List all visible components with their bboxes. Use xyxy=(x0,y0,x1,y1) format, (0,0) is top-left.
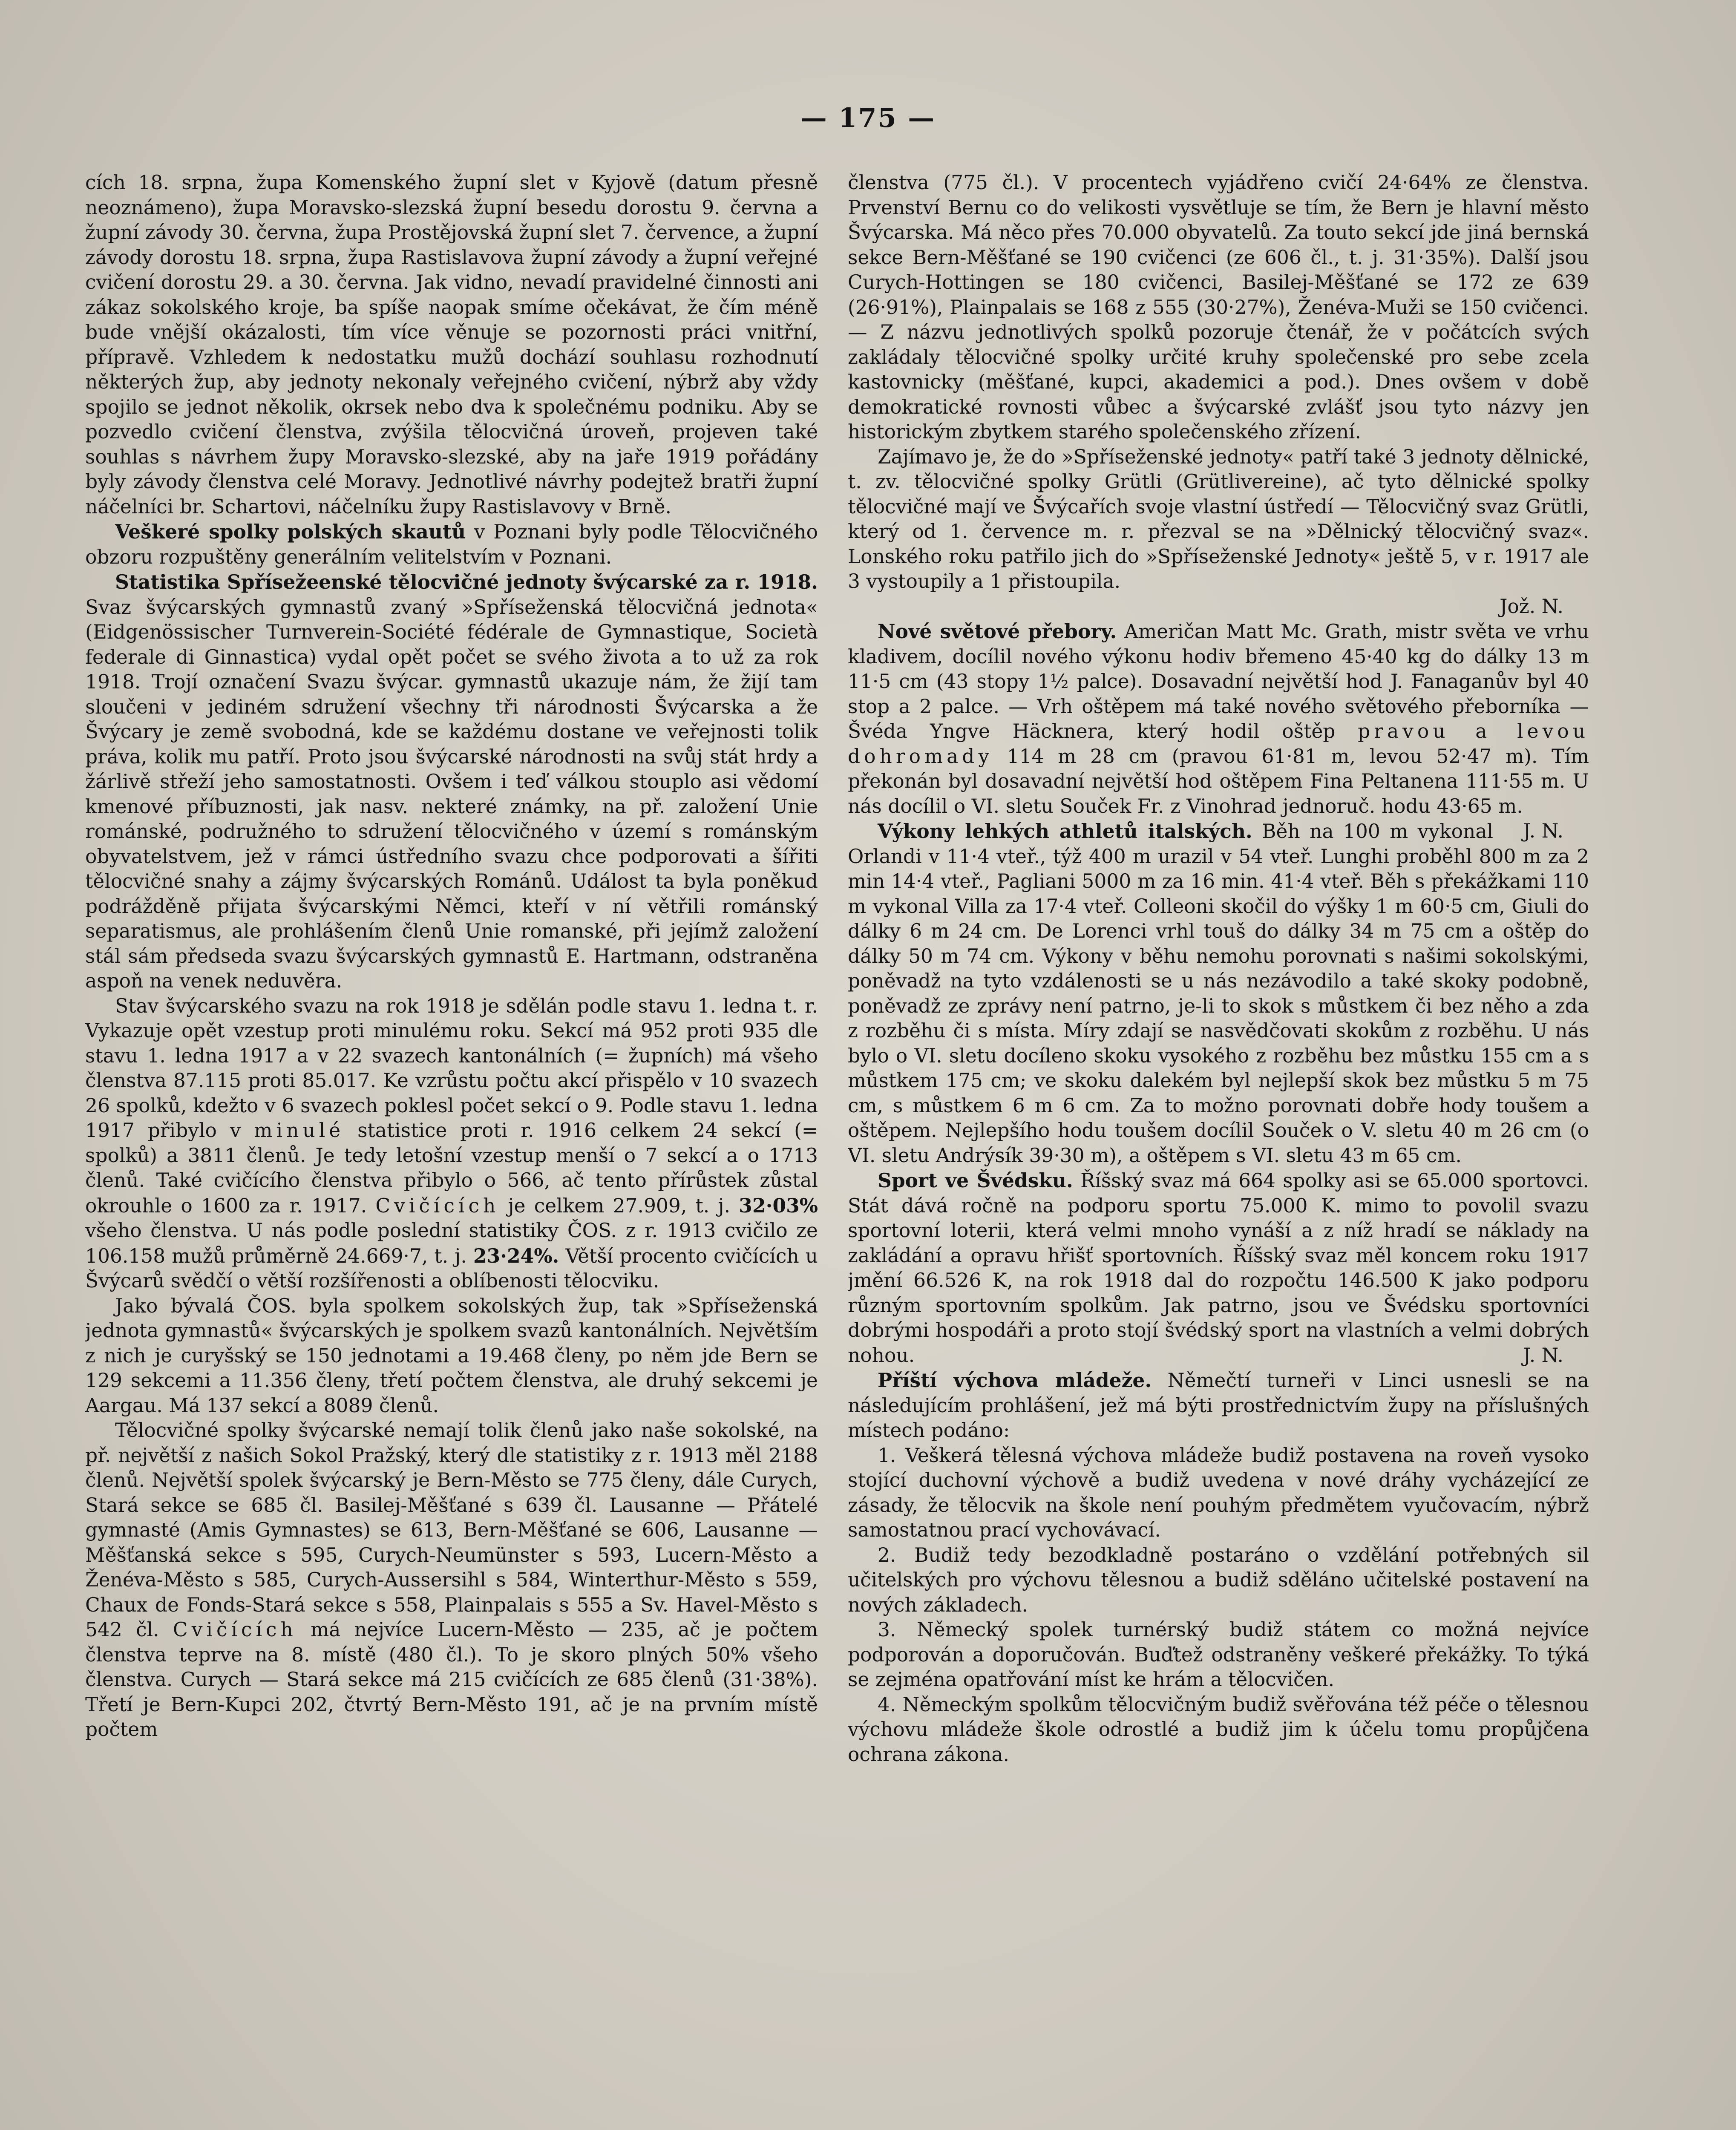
page-number: — 175 — xyxy=(800,102,936,133)
right-paragraph: Výkony lehkých athletů italských. Běh na 100 m vykonal Orlandi v 11·4 vteř., týž 400 m urazil v 54 vteř. Lunghi proběhl 800 m za 2 min 14·4 vteř., Pagliani 5000 m za 16 min. 41·4 vteř. Běh s překážkami 110 m vykonal Villa za 17·4 vteř. Colleoni skočil do výšky 1 m 60·5 cm, Giuli do dálky 6 m 24 cm. De Lorenci vrhl touš do dálky 34 m 75 cm a oštěp do dálky 50 m 74 cm. Výkony v běhu nemohu porovnati s našimi sokolskými, poněvadž na tyto vzdálenosti se u nás nezávodilo a také skoky podobně, poněvadž ze zprávy není patrno, je-li to skok s můstkem či bez něho a zda z rozběhu či s místa. Míry zdají se nasvědčovati skokům z rozběhu. U nás bylo o VI. sletu docíleno skoku vysokého z rozběhu bez můstku 155 cm a s můstkem 175 cm; ve skoku dalekém byl nejlepší skok bez můstku 5 m 75 cm, s můstkem 6 m 6 cm. Za to možno porovnati dobře hody toušem a oštěpem. Nejlepšího hodu toušem docílil Souček o V. sletu 40 m 26 cm (o VI. sletu Andrýsík 39·30 m), a oštěpem s VI. sletu 43 m 65 cm. xyxy=(848,820,1589,1167)
left-paragraph: Statistika Spřísežeenské tělocvičné jednoty švýcarské za r. 1918. Svaz švýcarských gymnastů zvaný »Spříseženská tělocvičná jednota« (Eidgenössischer Turnverein-Société fédérale de Gymnastique, Società federale di Ginnastica) vydal opět počet se svého života a to už za rok 1918. Trojí označení Svazu švýcar. gymnastů ukazuje nám, že žijí tam sloučeni v jediném sdružení všechny tři národnosti Švýcarska a že Švýcary je země svobodná, kde se každému dostane ve veřejnosti tolik práva, kolik mu patří. Proto jsou švýcarské národnosti na svůj stát hrdy a žárlivě střeží jeho samostatnosti. Ovšem i teď válkou stouplo asi vědomí kmenové příbuznosti, jak nasv. nekteré známky, na př. založení Unie románské, podružného to sdružení tělocvičného v území s románským obyvatelstvem, jež v rámci ústředního svazu chce podporovati a šířiti tělocvičné snahy a zájmy švýcarských Románů. Událost ta byla poněkud podrážděně přijata švýcarskými Němci, kteří v ní větřili románský separatismus, ale prohlášením členů Unie romanské, při jejímž založení stál sám předseda svazu švýcarských gymnastů E. Hartmann, odstraněna aspoň na venek neduvěra. xyxy=(85,570,818,992)
right-paragraph: 3. Německý spolek turnérský budiž státem co možná nejvíce podporován a doporučován. Buďtež odstraněny veškeré překážky. To týká se zejména opatřování míst ke hrám a tělocvičen. xyxy=(848,1618,1589,1691)
right-paragraph: členstva (775 čl.). V procentech vyjádřeno cvičí 24·64% ze členstva. Prvenství Bernu co do velikosti vysvětluje se tím, že Bern je hlavní město Švýcarska. Má něco přes 70.000 obyvatelů. Za touto sekcí jde jiná bernská sekce Bern-Měšťané se 190 cvičenci (ze 606 čl., t. j. 31·35%). Další jsou Curych-Hottingen se 180 cvičenci, Basilej-Měšťané se 172 ze 639 (26·91%), Plainpalais se 168 z 555 (30·27%), Ženéva-Muži se 150 cvičenci. — Z názvu jednotlivých spolků pozoruje čtenář, že v počátcích svých zakládaly tělocvičné spolky určité kruhy společenské pro sebe zcela kastovnicky (měšťané, kupci, akademici a pod.). Dnes ovšem v době demokratické rovnosti vůbec a švýcarské zvlášť jsou tyto názvy jen historickým zbytkem starého společenského zřízení. xyxy=(848,171,1589,443)
right-paragraph: Příští výchova mládeže. Němečtí turneři v Linci usnesli se na následujícím prohlášení, jež má býti prostřednictvím župy na příslušných místech podáno: xyxy=(848,1369,1589,1442)
left-column xyxy=(85,170,818,2130)
right-paragraph: 2. Budiž tedy bezodkladně postaráno o vzdělání potřebných sil učitelských pro výchovu tělesnou a budiž sděláno učitelské postavení na nových základech. xyxy=(848,1543,1589,1616)
right-paragraph: Nové světové přebory. Američan Matt Mc. Grath, mistr světa ve vrhu kladivem, docílil nového výkonu hodiv břemeno 45·40 kg do dálky 13 m 11·5 cm (43 stopy 1½ palce). Dosavadní největší hod J. Fanaganův byl 40 stop a 2 palce. — Vrh oštěpem má také nového světového přeborníka — Švéda Yngve Häcknera, který hodil oštěp pravou a levou dohromady 114 m 28 cm (pravou 61·81 m, levou 52·47 m). Tím překonán byl dosavadní největší hod oštěpem Fina Peltanena 111·55 m. U nás docílil o VI. sletu Souček Fr. z Vinohrad jednoruč. hodu 43·65 m. J. N. xyxy=(848,620,1589,842)
left-paragraph: Jako bývalá ČOS. byla spolkem sokolských žup, tak »Spříseženská jednota gymnastů« švýcarských je spolkem svazů kantonálních. Největším z nich je curyšský se 150 jednotami a 19.468 členy, po něm jde Bern se 129 sekcemi a 11.356 členy, třetí počtem členstva, ale druhý sekcemi je Aargau. Má 137 sekcí a 8089 členů. xyxy=(85,1294,818,1417)
left-paragraph: Tělocvičné spolky švýcarské nemají tolik členů jako naše sokolské, na př. největší z našich Sokol Pražský, který dle statistiky z r. 1913 měl 2188 členů. Největší spolek švýcarský je Bern-Město se 775 členy, dále Curych, Stará sekce se 685 čl. Basilej-Měšťané s 639 čl. Lausanne — Přátelé gymnasté (Amis Gymnastes) se 613, Bern-Měšťané se 606, Lausanne — Měšťanská sekce s 595, Curych-Neumünster s 593, Lucern-Město a Ženéva-Město s 585, Curych-Aussersihl s 584, Winterthur-Město s 559, Chaux de Fonds-Stará sekce s 558, Plainpalais s 555 a Sv. Havel-Město s 542 čl. Cvičících má nejvíce Lucern-Město — 235, ač je počtem členstva teprve na 8. místě (480 čl.). To je skoro plných 50% všeho členstva. Curych — Stará sekce má 215 cvičících ze 685 členů (31·38%). Třetí je Bern-Kupci 202, čtvrtý Bern-Město 191, ač je na prvním místě počtem xyxy=(85,1419,818,1741)
left-paragraph: Veškeré spolky polských skautů v Poznani byly podle Tělocvičného obzoru rozpuštěny generálním velitelstvím v Poznani. xyxy=(85,520,818,568)
right-paragraph: 1. Veškerá tělesná výchova mládeže budiž postavena na roveň vysoko stojící duchovní výchově a budiž uvedena v nové dráhy vycházející ze zásady, že tělocvik na škole není pouhým předmětem vyučovacím, nýbrž samostatnou prací vychovávací. xyxy=(848,1444,1589,1541)
right-paragraph: 4. Německým spolkům tělocvičným budiž svěřována též péče o tělesnou výchovu mládeže škole odrostlé a budiž jim k účelu tomu propůjčena ochrana zákona. xyxy=(848,1693,1589,1766)
left-paragraph: cích 18. srpna, župa Komenského župní slet v Kyjově (datum přesně neoznámeno), župa Moravsko-slezská župní besedu dorostu 9. června a župní závody 30. června, župa Prostějovská župní slet 7. července, a župní závody dorostu 18. srpna, župa Rastislavova župní závody a župní veřejné cvičení dorostu 29. a 30. června. Jak vidno, nevadí pravidelné činnosti ani zákaz sokolského kroje, ba spíše naopak smíme očekávat, že čím méně bude vnější okázalosti, tím více věnuje se pozornosti práci vnitřní, přípravě. Vzhledem k nedostatku mužů dochází souhlasu rozhodnutí některých žup, aby jednoty nekonaly veřejného cvičení, nýbrž aby vždy spojilo se jednot několik, okrsek nebo dva k společnému podniku. Aby se pozvedlo cvičení členstva, zvýšila tělocvičná úroveň, projeven také souhlas s návrhem župy Moravsko-slezské, aby na jaře 1919 pořádány byly závody členstva celé Moravy. Jednotlivé návrhy podejtež bratři župní náčelníci br. Schartovi, náčelníku župy Rastislavovy v Brně. xyxy=(85,171,818,518)
right-paragraph: Sport ve Švédsku. Říšský svaz má 664 spolky asi se 65.000 sportovci. Stát dává ročně na podporu sportu 75.000 K. mimo to povolil svazu sportovní loterii, která velmi mnoho vynáší a z níž hradí se náklady na zakládání a opravu hřišť sportovních. Říšský svaz měl koncem roku 1917 jmění 66.526 K, na rok 1918 dal do rozpočtu 146.500 K jako podporu různým sportovním spolkům. Jak patrno, jsou ve Švédsku sportovníci dobrými hospodáři a proto stojí švédský sport na vlastních a velmi dobrých nohou. J. N. xyxy=(848,1169,1589,1367)
right-column xyxy=(848,170,1589,2130)
right-signature: Jož. N. xyxy=(1500,595,1563,618)
left-paragraph: Stav švýcarského svazu na rok 1918 je sdělán podle stavu 1. ledna t. r. Vykazuje opět vzestup proti minulému roku. Sekcí má 952 proti 935 dle stavu 1. ledna 1917 a v 22 svazech kantonálních (= župních) má všeho členstva 87.115 proti 85.017. Ke vzrůstu počtu akcí přispělo v 10 svazech 26 spolků, kdežto v 6 svazech poklesl počet sekcí o 9. Podle stavu 1. ledna 1917 přibylo v minulé statistice proti r. 1916 celkem 24 sekcí (= spolků) a 3811 členů. Je tedy letošní vzestup menší o 7 sekcí a o 1713 členů. Také cvičícího členstva přibylo o 566, ač tento přírůstek zůstal okrouhle o 1600 za r. 1917. Cvičících je celkem 27.909, t. j. 32·03% všeho členstva. U nás podle poslední statistiky ČOS. z r. 1913 cvičilo ze 106.158 mužů průměrně 24.669·7, t. j. 23·24%. Větší procento cvičících u Švýcarů svědčí o větší rozšířenosti a oblíbenosti tělocviku. xyxy=(85,994,818,1292)
right-paragraph: Zajímavo je, že do »Spříseženské jednoty« patří také 3 jednoty dělnické, t. zv. tělocvičné spolky Grütli (Grütlivereine), ač tyto dělnické spolky tělocvičné mají ve Švýcařích svoje vlastní ústředí — Tělocvičný svaz Grütli, který od 1. července m. r. přezval se na »Dělnický tělocvičný svaz«. Lonského roku patřilo jich do »Spříseženské Jednoty« ještě 5, v r. 1917 ale 3 vystoupily a 1 přistoupila. xyxy=(848,445,1589,593)
